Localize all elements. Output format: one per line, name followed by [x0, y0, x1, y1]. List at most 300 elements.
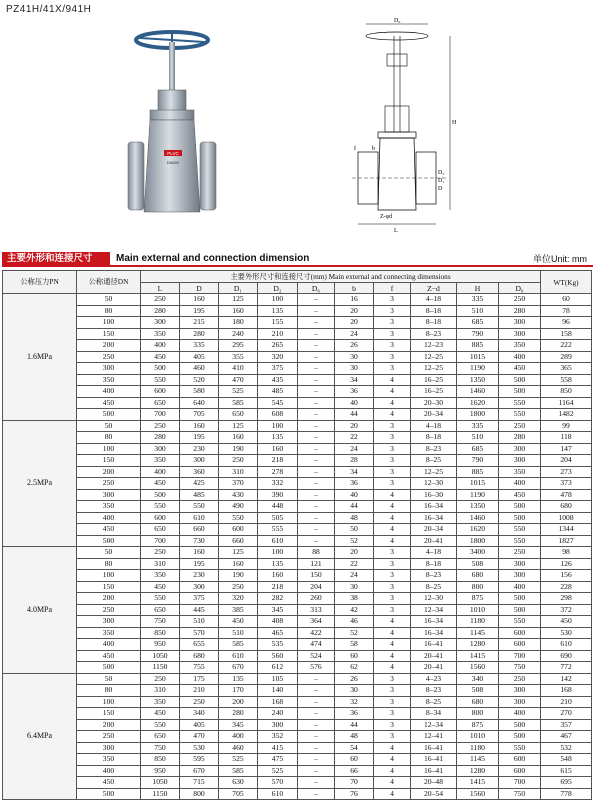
table-cell: – — [298, 788, 335, 800]
table-cell: 790 — [457, 455, 499, 467]
table-cell: 48 — [335, 731, 374, 743]
table-cell: 500 — [77, 409, 141, 421]
table-cell: 3 — [374, 432, 411, 444]
header-dim-col: H — [457, 283, 499, 294]
table-cell: 345 — [219, 719, 258, 731]
table-row — [3, 397, 592, 409]
table-cell: 12–30 — [411, 593, 457, 605]
section-title-cn: 主要外形和连接尺寸 — [2, 252, 110, 266]
section-title-en: Main external and connection dimension — [116, 253, 310, 264]
table-cell: 168 — [541, 685, 592, 697]
table-cell: 105 — [258, 673, 298, 685]
header-dn: 公称通径DN — [77, 271, 141, 294]
table-cell: 600 — [499, 765, 541, 777]
table-cell: – — [298, 673, 335, 685]
table-cell: 357 — [541, 719, 592, 731]
table-row — [3, 570, 592, 582]
table-cell: 1050 — [141, 650, 180, 662]
table-row — [3, 351, 592, 363]
table-cell: 195 — [180, 432, 219, 444]
table-cell: 4 — [374, 397, 411, 409]
table-cell: 570 — [180, 627, 219, 639]
table-cell: 364 — [298, 616, 335, 628]
table-cell: 135 — [258, 305, 298, 317]
table-cell: 12–30 — [411, 478, 457, 490]
table-cell: 46 — [335, 616, 374, 628]
table-cell: 1800 — [457, 535, 499, 547]
table-cell: 650 — [141, 604, 180, 616]
table-cell: 950 — [141, 765, 180, 777]
table-cell: 250 — [141, 673, 180, 685]
table-cell: 190 — [219, 570, 258, 582]
table-cell: – — [298, 777, 335, 789]
table-cell: 280 — [141, 305, 180, 317]
table-cell: 500 — [499, 731, 541, 743]
table-cell: 300 — [77, 742, 141, 754]
table-cell: 44 — [335, 409, 374, 421]
table-cell: 20–34 — [411, 409, 457, 421]
table-cell: 36 — [335, 708, 374, 720]
table-cell: 530 — [541, 627, 592, 639]
table-cell: 273 — [541, 466, 592, 478]
table-row — [3, 639, 592, 651]
table-cell: 610 — [219, 650, 258, 662]
table-cell: 26 — [335, 673, 374, 685]
table-cell: 230 — [180, 570, 219, 582]
table-cell: 36 — [335, 386, 374, 398]
table-cell: 40 — [335, 489, 374, 501]
table-cell: 3 — [374, 558, 411, 570]
table-cell: 450 — [141, 581, 180, 593]
table-cell: 190 — [219, 443, 258, 455]
table-cell: 16–34 — [411, 501, 457, 513]
table-cell: 705 — [219, 788, 258, 800]
table-cell: 4 — [374, 765, 411, 777]
table-cell: 34 — [335, 466, 374, 478]
table-cell: 332 — [258, 478, 298, 490]
table-cell: – — [298, 317, 335, 329]
table-cell: 1460 — [457, 512, 499, 524]
table-cell: 525 — [219, 754, 258, 766]
table-cell: 300 — [77, 616, 141, 628]
table-cell: 270 — [541, 708, 592, 720]
table-cell: 310 — [141, 558, 180, 570]
table-cell: 1010 — [457, 731, 499, 743]
table-cell: – — [298, 409, 335, 421]
table-cell: 1164 — [541, 397, 592, 409]
table-cell: 280 — [499, 432, 541, 444]
table-row — [3, 685, 592, 697]
table-cell: 510 — [180, 616, 219, 628]
table-cell: 525 — [258, 765, 298, 777]
table-cell: 28 — [335, 455, 374, 467]
table-cell: 680 — [457, 696, 499, 708]
table-cell: – — [298, 340, 335, 352]
table-cell: 160 — [180, 420, 219, 432]
table-cell: 400 — [141, 340, 180, 352]
table-cell: 26 — [335, 340, 374, 352]
table-cell: 289 — [541, 351, 592, 363]
table-cell: 470 — [180, 731, 219, 743]
table-cell: 352 — [258, 731, 298, 743]
table-cell: 545 — [258, 397, 298, 409]
table-row — [3, 432, 592, 444]
table-cell: 40 — [335, 397, 374, 409]
table-cell: 532 — [541, 742, 592, 754]
table-cell: 615 — [541, 765, 592, 777]
table-row — [3, 777, 592, 789]
table-cell: 335 — [180, 340, 219, 352]
header-dimensions-group: 主要外形尺寸和连接尺寸(mm) Main external and connecting dimensions — [141, 271, 541, 283]
table-cell: 160 — [180, 294, 219, 306]
table-cell: 50 — [77, 673, 141, 685]
table-cell: 500 — [77, 788, 141, 800]
table-cell: 850 — [141, 627, 180, 639]
table-cell: – — [298, 386, 335, 398]
table-cell: 204 — [541, 455, 592, 467]
table-cell: – — [298, 754, 335, 766]
table-cell: 1415 — [457, 650, 499, 662]
table-row — [3, 547, 592, 559]
table-cell: 1560 — [457, 662, 499, 674]
table-cell: 8–18 — [411, 317, 457, 329]
table-cell: 228 — [541, 581, 592, 593]
table-cell: 680 — [180, 650, 219, 662]
table-cell: 490 — [219, 501, 258, 513]
table-row — [3, 673, 592, 685]
table-cell: 450 — [499, 363, 541, 375]
table-cell: 400 — [499, 351, 541, 363]
header-dim-col: L — [141, 283, 180, 294]
table-cell: 20–30 — [411, 397, 457, 409]
table-cell: 96 — [541, 317, 592, 329]
table-cell: 500 — [499, 593, 541, 605]
table-cell: 350 — [141, 328, 180, 340]
table-cell: 1150 — [141, 662, 180, 674]
table-cell: 350 — [77, 754, 141, 766]
table-row — [3, 501, 592, 513]
table-cell: 600 — [219, 524, 258, 536]
table-cell: – — [298, 512, 335, 524]
table-cell: 465 — [258, 627, 298, 639]
table-cell: 500 — [499, 719, 541, 731]
table-cell: 500 — [499, 374, 541, 386]
table-cell: 370 — [219, 478, 258, 490]
table-cell: 450 — [141, 351, 180, 363]
table-cell: 4 — [374, 489, 411, 501]
table-cell: 4–18 — [411, 547, 457, 559]
table-cell: 250 — [499, 294, 541, 306]
table-cell: 8–23 — [411, 570, 457, 582]
table-cell: 135 — [258, 558, 298, 570]
label-d0: D₀ — [394, 18, 401, 24]
table-cell: 1350 — [457, 374, 499, 386]
table-cell: 280 — [180, 328, 219, 340]
table-cell: 44 — [335, 719, 374, 731]
table-cell: 4 — [374, 501, 411, 513]
header-dim-col: D₀ — [499, 283, 541, 294]
table-cell: 300 — [499, 328, 541, 340]
table-cell: – — [298, 719, 335, 731]
table-cell: 520 — [180, 374, 219, 386]
table-row — [3, 788, 592, 800]
table-cell: 467 — [541, 731, 592, 743]
table-cell: 3 — [374, 731, 411, 743]
pressure-cell: 6.4MPa — [3, 673, 77, 800]
table-cell: 230 — [180, 443, 219, 455]
table-cell: 550 — [141, 593, 180, 605]
table-cell: 20 — [335, 317, 374, 329]
table-cell: 4 — [374, 535, 411, 547]
table-row — [3, 317, 592, 329]
table-cell: 355 — [219, 351, 258, 363]
label-d1: D₁ — [438, 178, 445, 184]
table-cell: 16–41 — [411, 765, 457, 777]
table-cell: 510 — [457, 305, 499, 317]
table-cell: 422 — [298, 627, 335, 639]
table-cell: 3 — [374, 294, 411, 306]
table-cell: 500 — [499, 512, 541, 524]
table-cell: 335 — [457, 420, 499, 432]
table-row — [3, 742, 592, 754]
table-cell: – — [298, 478, 335, 490]
table-cell: 250 — [180, 696, 219, 708]
table-row — [3, 650, 592, 662]
table-cell: 450 — [141, 708, 180, 720]
table-cell: 4 — [374, 662, 411, 674]
table-row — [3, 662, 592, 674]
table-cell: 3 — [374, 328, 411, 340]
table-cell: 150 — [77, 328, 141, 340]
table-cell: – — [298, 397, 335, 409]
table-cell: 76 — [335, 788, 374, 800]
table-cell: 168 — [258, 696, 298, 708]
table-cell: 34 — [335, 374, 374, 386]
table-cell: 400 — [77, 765, 141, 777]
label-h: H — [452, 120, 457, 126]
table-cell: 1015 — [457, 478, 499, 490]
table-cell: 250 — [77, 478, 141, 490]
table-cell: 576 — [298, 662, 335, 674]
table-row — [3, 616, 592, 628]
table-cell: 250 — [499, 547, 541, 559]
table-cell: 100 — [77, 443, 141, 455]
table-cell: 550 — [219, 512, 258, 524]
table-cell: 700 — [499, 650, 541, 662]
table-row — [3, 696, 592, 708]
table-cell: 600 — [499, 627, 541, 639]
table-cell: 608 — [258, 409, 298, 421]
table-cell: 778 — [541, 788, 592, 800]
table-cell: 195 — [180, 558, 219, 570]
valve-drawing — [352, 14, 474, 234]
table-cell: 195 — [180, 305, 219, 317]
table-cell: 1180 — [457, 616, 499, 628]
table-cell: 8–23 — [411, 328, 457, 340]
table-cell: 750 — [499, 662, 541, 674]
table-cell: 1190 — [457, 363, 499, 375]
table-cell: 4 — [374, 742, 411, 754]
table-cell: 400 — [499, 708, 541, 720]
header-dim-col: Z−d — [411, 283, 457, 294]
table-cell: 16–41 — [411, 754, 457, 766]
table-row — [3, 524, 592, 536]
table-cell: 12–25 — [411, 466, 457, 478]
table-cell: 1280 — [457, 639, 499, 651]
table-cell: 1350 — [457, 501, 499, 513]
table-cell: 300 — [141, 317, 180, 329]
table-cell: 3 — [374, 547, 411, 559]
table-cell: 20–48 — [411, 777, 457, 789]
table-cell: 200 — [77, 719, 141, 731]
table-cell: 600 — [499, 754, 541, 766]
table-cell: 125 — [219, 420, 258, 432]
table-cell: 372 — [541, 604, 592, 616]
photo-badge: PLVC — [167, 151, 179, 156]
table-row — [3, 386, 592, 398]
dimension-table — [2, 270, 592, 800]
valve-photo — [120, 22, 238, 232]
table-cell: 3 — [374, 340, 411, 352]
table-cell: 450 — [499, 489, 541, 501]
model-number: PZ41H/41X/941H — [6, 4, 92, 15]
table-cell: 48 — [335, 512, 374, 524]
table-cell: 310 — [219, 466, 258, 478]
table-row — [3, 765, 592, 777]
table-cell: 450 — [219, 616, 258, 628]
table-cell: 405 — [180, 351, 219, 363]
table-row — [3, 328, 592, 340]
table-cell: 218 — [258, 581, 298, 593]
table-cell: 20–54 — [411, 788, 457, 800]
table-cell: 508 — [457, 558, 499, 570]
table-cell: 240 — [219, 328, 258, 340]
table-cell: 700 — [141, 409, 180, 421]
table-cell: 62 — [335, 662, 374, 674]
table-cell: 500 — [499, 604, 541, 616]
table-cell: 30 — [335, 581, 374, 593]
table-cell: 350 — [77, 501, 141, 513]
table-cell: 3 — [374, 443, 411, 455]
table-row — [3, 558, 592, 570]
header-pressure: 公称压力PN — [3, 271, 77, 294]
table-cell: 66 — [335, 765, 374, 777]
table-cell: 4 — [374, 627, 411, 639]
table-cell: 340 — [457, 673, 499, 685]
label-d2: D₂ — [438, 170, 445, 176]
table-cell: 350 — [141, 455, 180, 467]
table-cell: 8–25 — [411, 696, 457, 708]
table-cell: 32 — [335, 696, 374, 708]
table-cell: 218 — [258, 455, 298, 467]
table-cell: 400 — [141, 466, 180, 478]
table-cell: 550 — [141, 719, 180, 731]
table-cell: 300 — [499, 696, 541, 708]
table-cell: 300 — [499, 570, 541, 582]
pressure-cell: 4.0MPa — [3, 547, 77, 674]
table-cell: 680 — [541, 501, 592, 513]
table-cell: 12–25 — [411, 363, 457, 375]
table-cell: 690 — [541, 650, 592, 662]
table-cell: 280 — [141, 432, 180, 444]
table-cell: 400 — [499, 478, 541, 490]
table-cell: 200 — [77, 593, 141, 605]
table-cell: 20–41 — [411, 662, 457, 674]
table-cell: 650 — [141, 731, 180, 743]
table-cell: 12–41 — [411, 731, 457, 743]
table-cell: 1482 — [541, 409, 592, 421]
table-cell: 175 — [180, 673, 219, 685]
table-cell: 20 — [335, 420, 374, 432]
table-cell: 8–25 — [411, 455, 457, 467]
table-cell: 1280 — [457, 765, 499, 777]
table-cell: 548 — [541, 754, 592, 766]
table-cell: 400 — [77, 639, 141, 651]
table-cell: 3 — [374, 317, 411, 329]
table-cell: 4 — [374, 409, 411, 421]
table-cell: – — [298, 708, 335, 720]
table-cell: – — [298, 455, 335, 467]
table-cell: 373 — [541, 478, 592, 490]
table-cell: 695 — [541, 777, 592, 789]
table-cell: 1460 — [457, 386, 499, 398]
table-cell: 300 — [180, 581, 219, 593]
table-cell: 715 — [180, 777, 219, 789]
table-cell: 1190 — [457, 489, 499, 501]
table-cell: 20–34 — [411, 524, 457, 536]
table-row — [3, 363, 592, 375]
table-cell: 300 — [77, 363, 141, 375]
table-cell: – — [298, 374, 335, 386]
table-cell: 16–34 — [411, 616, 457, 628]
table-cell: 50 — [77, 420, 141, 432]
table-cell: 510 — [219, 627, 258, 639]
table-cell: 320 — [258, 351, 298, 363]
table-cell: 448 — [258, 501, 298, 513]
table-cell: 375 — [180, 593, 219, 605]
table-cell: 875 — [457, 593, 499, 605]
table-cell: 4 — [374, 788, 411, 800]
table-cell: 16–34 — [411, 627, 457, 639]
table-cell: 36 — [335, 478, 374, 490]
photo-label: DN800 — [166, 160, 180, 165]
table-cell: 12–25 — [411, 351, 457, 363]
table-cell: 670 — [219, 662, 258, 674]
table-cell: 650 — [141, 524, 180, 536]
table-cell: 435 — [258, 374, 298, 386]
table-cell: 200 — [219, 696, 258, 708]
table-row — [3, 294, 592, 306]
table-cell: 4 — [374, 650, 411, 662]
table-cell: 478 — [541, 489, 592, 501]
table-cell: – — [298, 731, 335, 743]
table-cell: 250 — [499, 673, 541, 685]
table-cell: 150 — [77, 581, 141, 593]
table-cell: 60 — [335, 754, 374, 766]
table-cell: 530 — [180, 742, 219, 754]
table-cell: 550 — [499, 616, 541, 628]
table-cell: 300 — [499, 685, 541, 697]
table-cell: 147 — [541, 443, 592, 455]
table-cell: 385 — [219, 604, 258, 616]
table-cell: 475 — [258, 754, 298, 766]
table-cell: 16–34 — [411, 512, 457, 524]
table-cell: 610 — [258, 788, 298, 800]
table-cell: 200 — [77, 340, 141, 352]
table-cell: 250 — [499, 420, 541, 432]
table-cell: 3 — [374, 305, 411, 317]
table-cell: – — [298, 685, 335, 697]
